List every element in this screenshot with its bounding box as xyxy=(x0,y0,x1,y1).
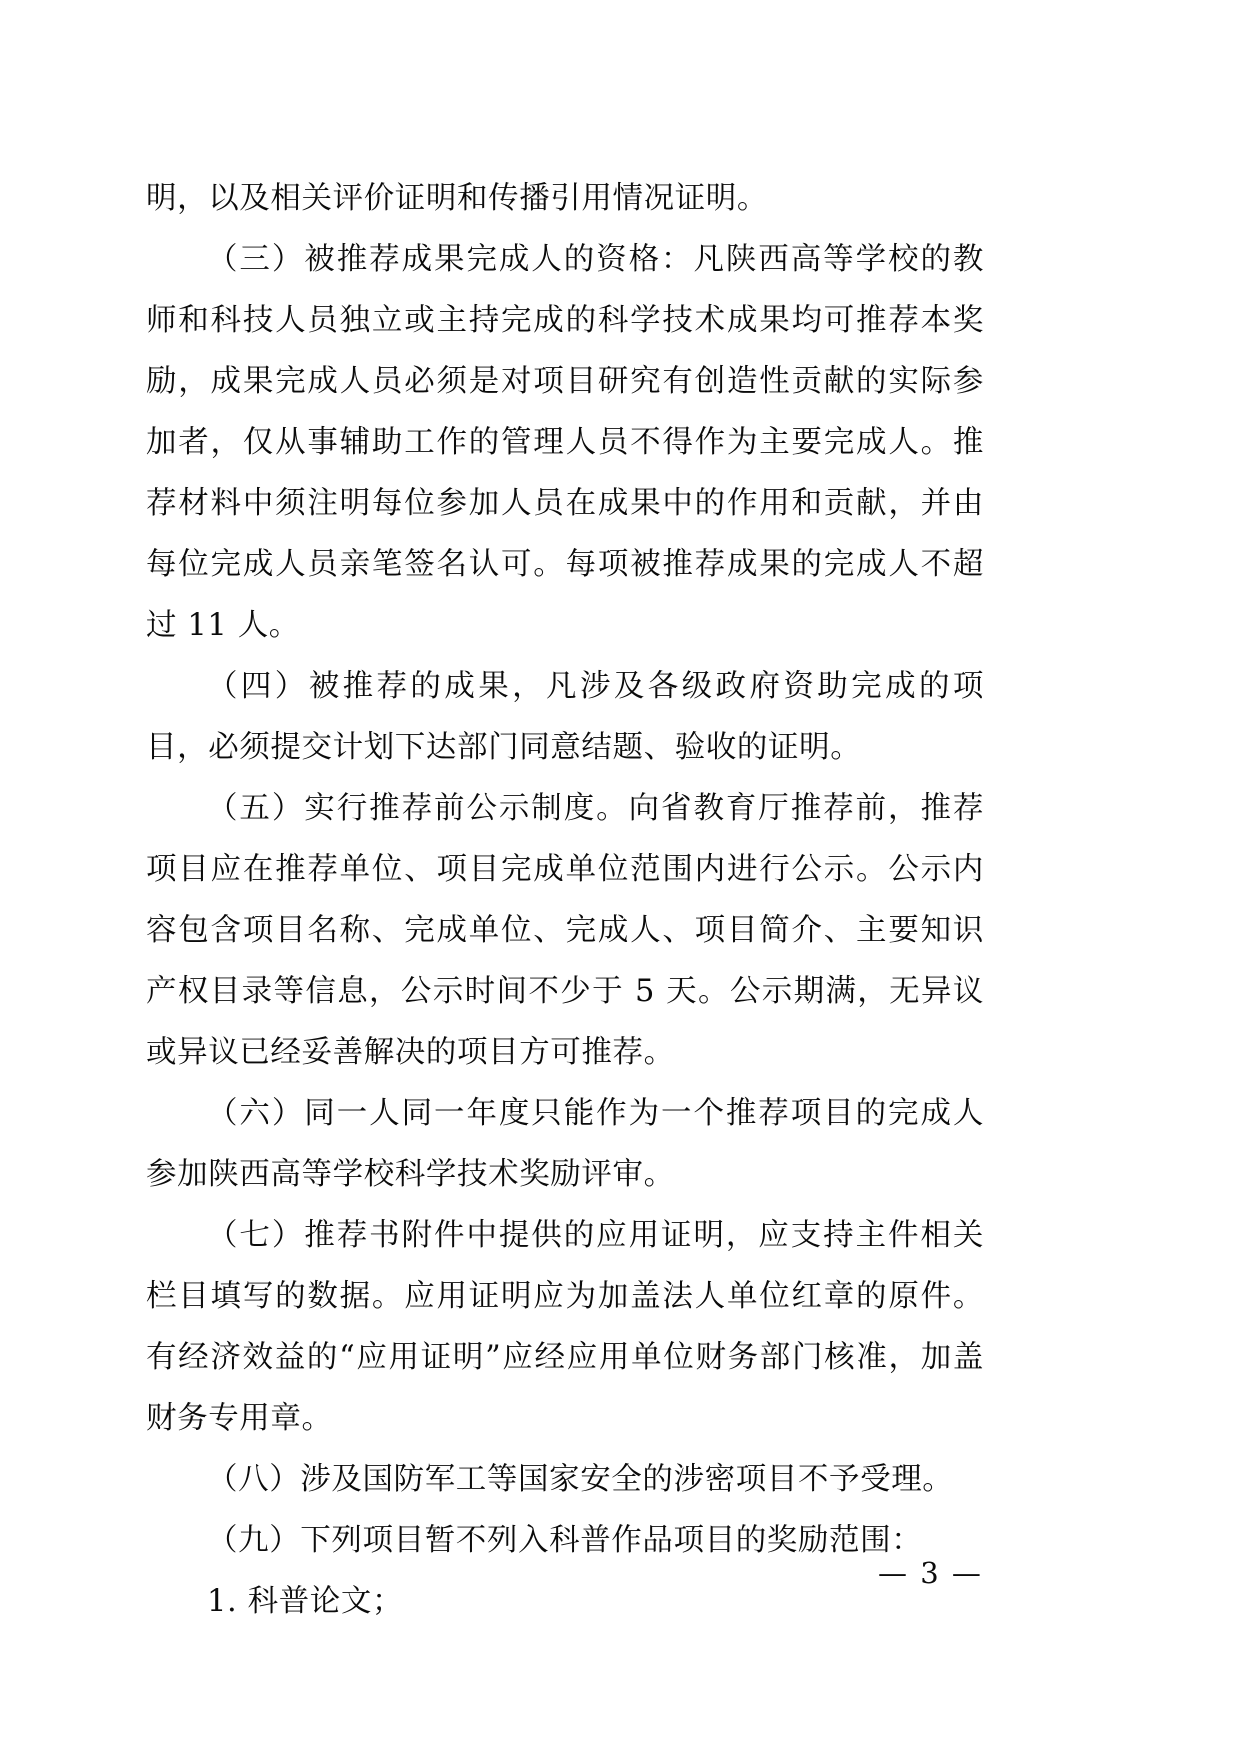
paragraph-item-7: （七）推荐书附件中提供的应用证明，应支持主件相关栏目填写的数据。应用证明应为加盖法人单位红章的原件。有经济效益的“应用证明”应经应用单位财务部门核准，加盖财务专用章。 xyxy=(146,1218,984,1436)
paragraph-item-4: （四）被推荐的成果，凡涉及各级政府资助完成的项目，必须提交计划下达部门同意结题、验收的证明。 xyxy=(146,669,984,765)
paragraph-item-8: （八）涉及国防军工等国家安全的涉密项目不予受理。 xyxy=(207,1462,954,1497)
document-body xyxy=(146,168,984,1632)
paragraph-item-6: （六）同一人同一年度只能作为一个推荐项目的完成人参加陕西高等学校科学技术奖励评审。 xyxy=(146,1096,984,1192)
page-number-footer: — 3 — xyxy=(878,1556,983,1590)
paragraph-continued-top: 明，以及相关评价证明和传播引用情况证明。 xyxy=(146,181,768,216)
paragraph-sub-item-1: 1. 科普论文； xyxy=(207,1584,404,1619)
paragraph-item-3: （三）被推荐成果完成人的资格：凡陕西高等学校的教师和科技人员独立或主持完成的科学技术成果均可推荐本奖励，成果完成人员必须是对项目研究有创造性贡献的实际参加者，仅从事辅助工作的管理人员不得作为主要完成人。推荐材料中须注明每位参加人员在成果中的作用和贡献，并由每位完成人员亲笔签名认可。每项被推荐成果的完成人不超过 11 人。 xyxy=(146,242,984,643)
paragraph-item-5: （五）实行推荐前公示制度。向省教育厅推荐前，推荐项目应在推荐单位、项目完成单位范围内进行公示。公示内容包含项目名称、完成单位、完成人、项目简介、主要知识产权目录等信息，公示时间不少于 5 天。公示期满，无异议或异议已经妥善解决的项目方可推荐。 xyxy=(146,791,984,1070)
paragraph-item-9: （九）下列项目暂不列入科普作品项目的奖励范围： xyxy=(207,1523,923,1558)
